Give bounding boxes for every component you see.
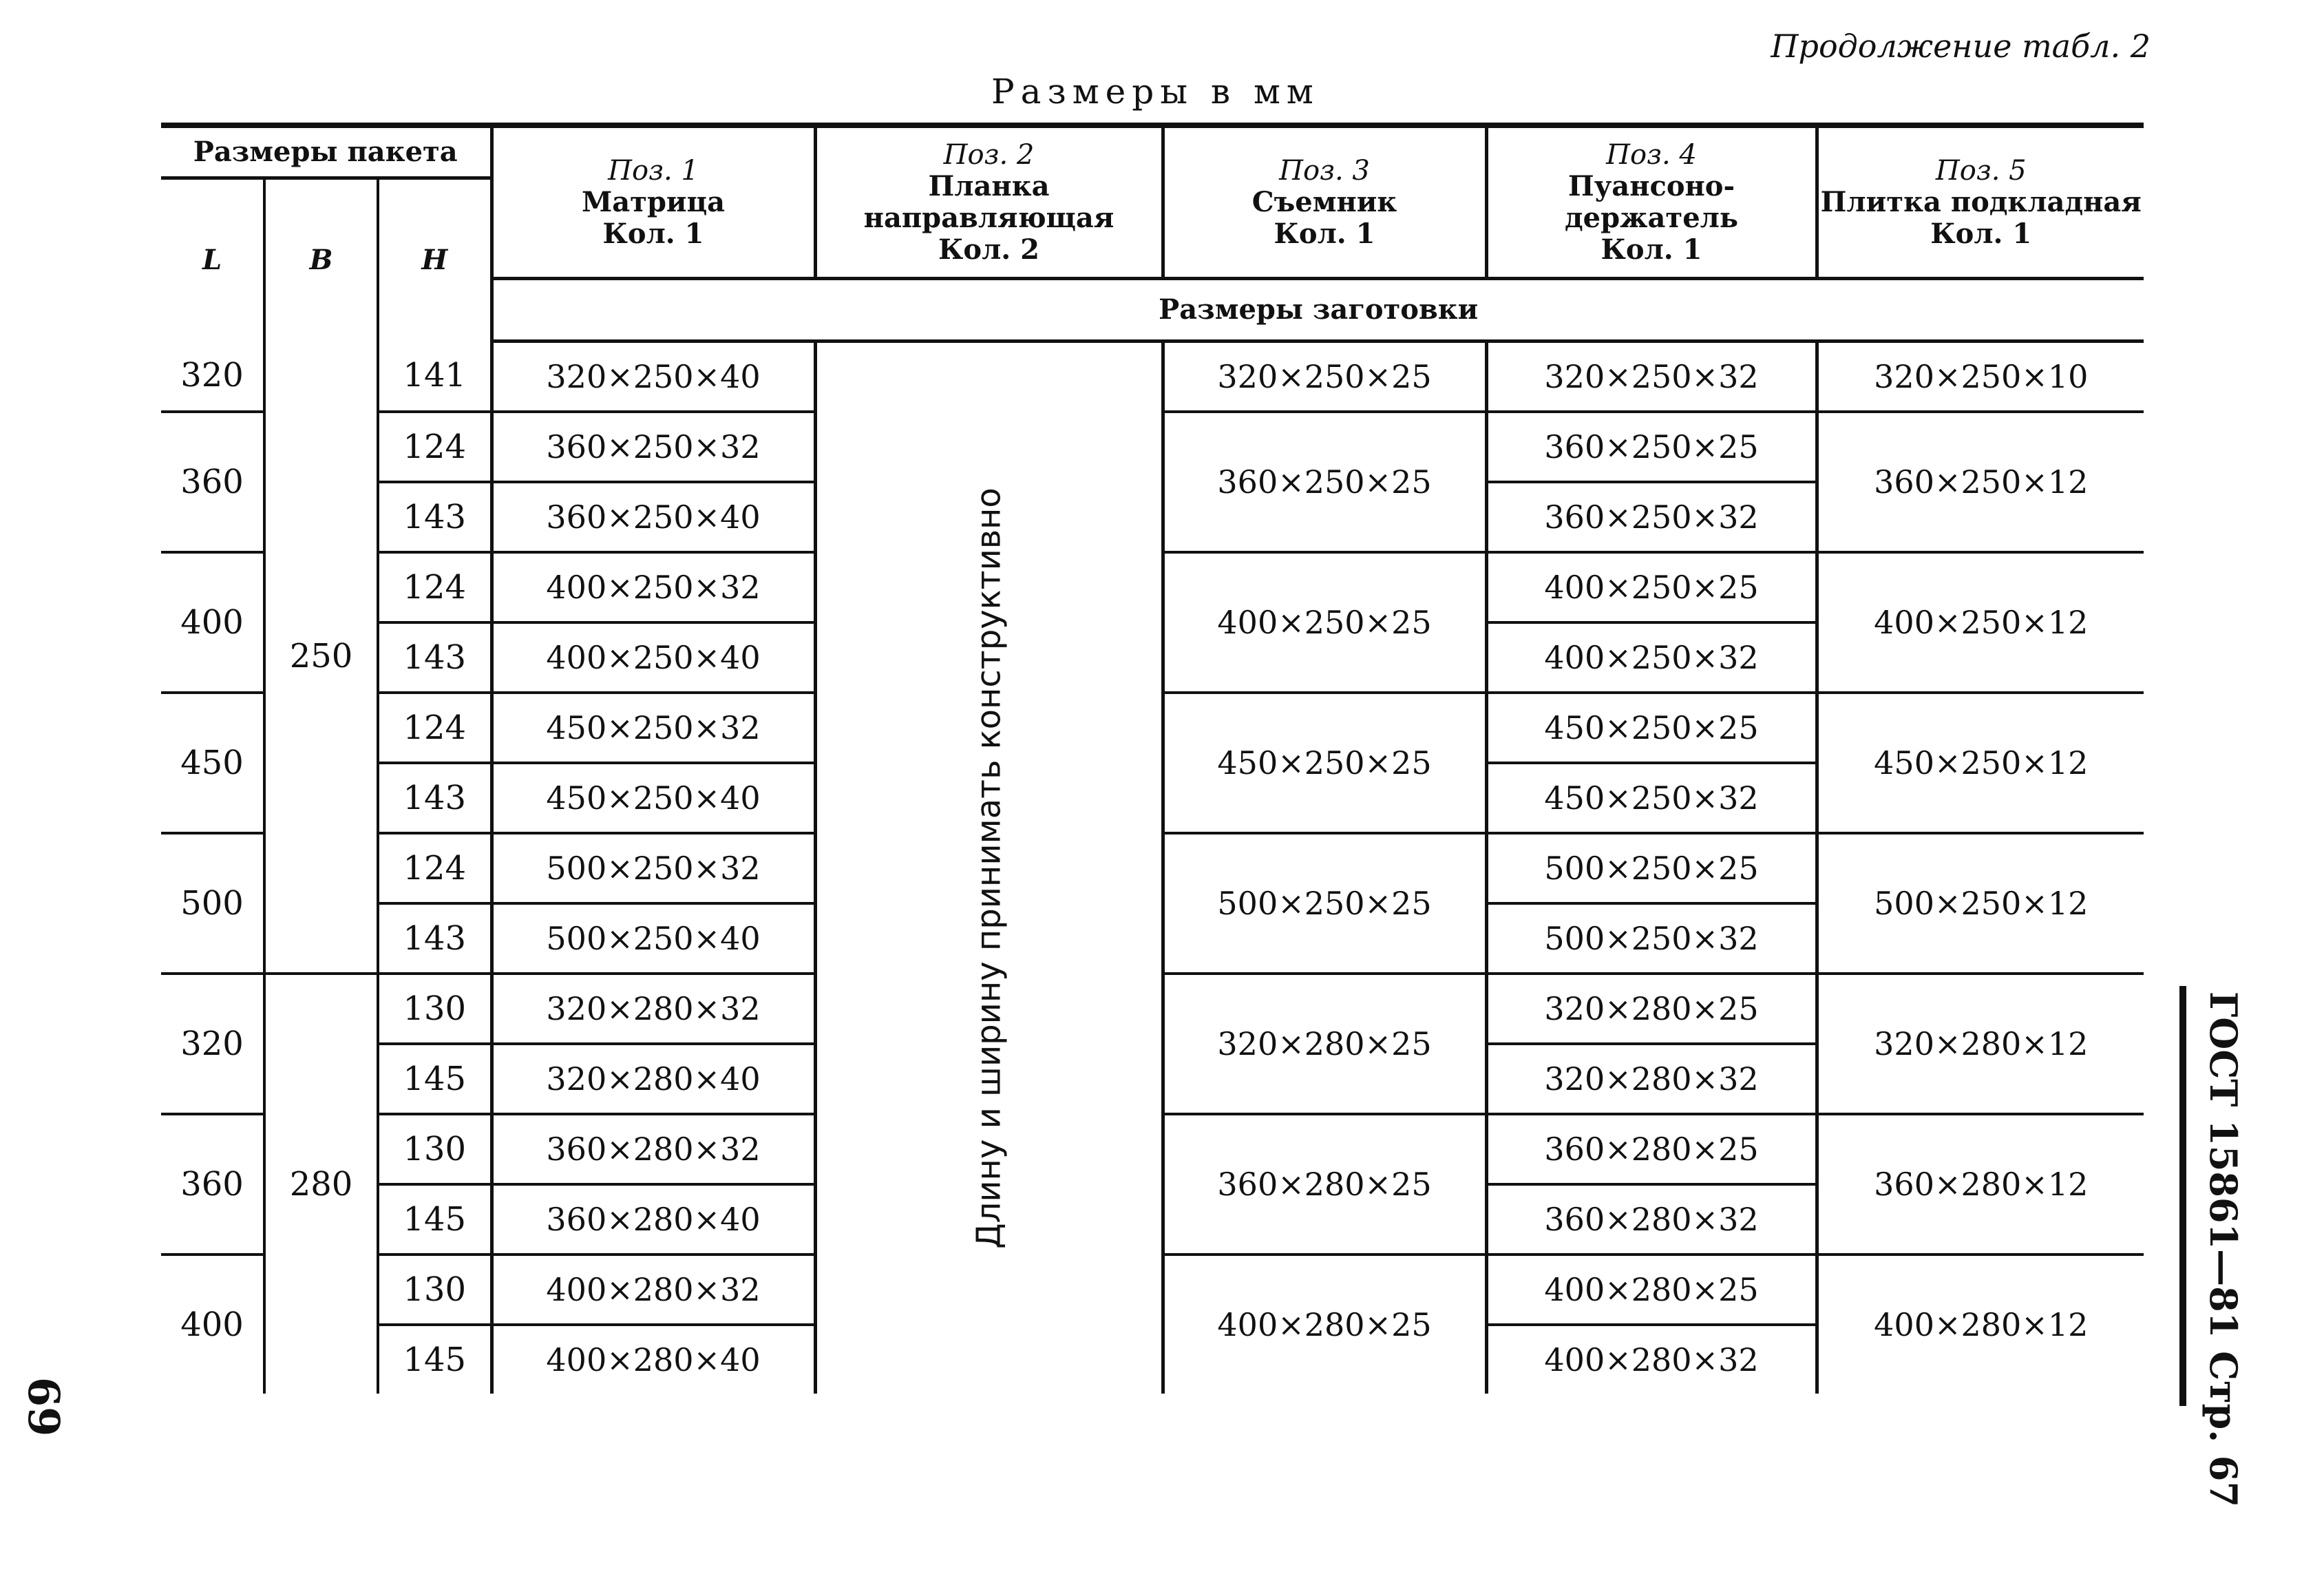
cell-pos1: 320×250×40 [492,341,815,412]
table-body [161,341,2144,1394]
cell-pos3: 500×250×25 [1163,833,1486,974]
cell-pos4: 400×280×25 [1486,1255,1817,1325]
package-header: Размеры пакета [161,125,492,178]
cell-pos5: 450×250×12 [1817,693,2144,833]
cell-pos1: 400×280×32 [492,1255,815,1325]
cell-H: 143 [378,622,492,693]
gost-designation: ГОСТ 15861—81 Стр. 67 [2201,991,2246,1508]
cell-L: 400 [180,1305,244,1344]
cell-L: 360 [161,1114,264,1255]
cell-L: 320 [161,974,264,1114]
cell-pos5: 360×280×12 [1817,1114,2144,1255]
cell-pos4: 320×280×25 [1486,974,1817,1044]
cell-pos1: 400×250×32 [492,552,815,622]
cell-pos4: 360×250×25 [1486,412,1817,482]
cell-H: 124 [378,833,492,903]
cell-pos5: 500×250×12 [1817,833,2144,974]
cell-pos1: 360×250×40 [492,482,815,552]
cell-pos4: 320×250×32 [1486,341,1817,412]
cell-pos5: 360×250×12 [1817,412,2144,552]
units-caption: Размеры в мм [991,72,1320,112]
pos4-number: Поз. 4 [1606,138,1697,171]
pos1-number: Поз. 1 [608,154,699,187]
col-B-header: B [264,178,378,342]
pos3-header [1163,125,1486,278]
cell-B: 250 [264,341,378,974]
cell-pos4: 400×250×25 [1486,552,1817,622]
cell-H: 124 [378,412,492,482]
cell-H: 145 [378,1184,492,1255]
cell-pos4: 500×250×25 [1486,833,1817,903]
pos5-qty: Кол. 1 [1930,217,2032,250]
cell-H: 145 [378,1044,492,1114]
cell-H: 143 [378,763,492,833]
cell-H: 143 [378,482,492,552]
cell-pos4: 400×250×32 [1486,622,1817,693]
cell-L: 320 [161,341,264,412]
cell-pos4: 320×280×32 [1486,1044,1817,1114]
cell-pos1: 400×250×40 [492,622,815,693]
pos4-header [1486,125,1817,278]
cell-H: 124 [378,693,492,763]
cell-pos3: 400×280×25 [1163,1255,1486,1394]
pos3-qty: Кол. 1 [1274,217,1375,250]
cell-pos3: 320×280×25 [1163,974,1486,1114]
cell-pos1: 500×250×32 [492,833,815,903]
cell-L: 400 [161,552,264,693]
pos2-number: Поз. 2 [943,138,1035,171]
cell-H: 145 [378,1325,492,1394]
cell-pos5: 400×280×12 [1817,1255,2144,1394]
pos2-qty: Кол. 2 [938,233,1039,266]
cell-pos1: 320×280×40 [492,1044,815,1114]
cell-pos1: 400×280×40 [492,1325,815,1394]
pos1-header [492,125,815,278]
cell-pos3: 450×250×25 [1163,693,1486,833]
cell-pos5: 400×250×12 [1817,552,2144,693]
cell-pos3: 400×250×25 [1163,552,1486,693]
pos1-qty: Кол. 1 [602,217,704,250]
cell-pos5: 320×280×12 [1817,974,2144,1114]
cell-pos1: 450×250×32 [492,693,815,763]
pos5-number: Поз. 5 [1935,154,2027,187]
pos2-name: Планка направляющая [863,169,1115,234]
cell-B: 280 [264,974,378,1394]
cell-pos4: 450×250×32 [1486,763,1817,833]
pos4-name: Пуансоно-держатель [1565,169,1738,234]
pos2-note-cell [815,341,1163,1394]
cell-H: 124 [378,552,492,622]
cell-pos4: 450×250×25 [1486,693,1817,763]
pos2-header [815,125,1163,278]
blank-sizes-header: Размеры заготовки [492,278,2144,341]
col-H-header: H [378,178,492,342]
cell-pos1: 360×280×32 [492,1114,815,1184]
cell-pos1: 500×250×40 [492,903,815,974]
cell-pos1: 360×280×40 [492,1184,815,1255]
cell-pos5: 320×250×10 [1817,341,2144,412]
cell-L: 360 [161,412,264,552]
gost-divider [2179,986,2186,1406]
pos1-name: Матрица [581,185,726,218]
page-number: 69 [19,1377,69,1437]
dimensions-table [161,123,2144,1394]
cell-pos4: 400×280×32 [1486,1325,1817,1394]
cell-H: 130 [378,1114,492,1184]
pos5-header [1817,125,2144,278]
pos2-note: Длину и ширину принимать конструктивно [969,487,1008,1249]
pos3-number: Поз. 3 [1279,154,1370,187]
cell-H: 130 [378,1255,492,1325]
cell-pos1: 450×250×40 [492,763,815,833]
cell-pos3: 360×280×25 [1163,1114,1486,1255]
col-L-header: L [202,244,222,276]
cell-L: 450 [161,693,264,833]
cell-pos4: 360×280×32 [1486,1184,1817,1255]
cell-pos4: 360×250×32 [1486,482,1817,552]
cell-L: 500 [161,833,264,974]
continuation-label: Продолжение табл. 2 [1771,28,2151,65]
cell-pos1: 320×280×32 [492,974,815,1044]
cell-H: 143 [378,903,492,974]
cell-pos3: 320×250×25 [1163,341,1486,412]
pos3-name: Съемник [1251,185,1397,218]
pos4-qty: Кол. 1 [1601,233,1702,266]
cell-pos1: 360×250×32 [492,412,815,482]
pos5-name: Плитка подкладная [1820,185,2142,218]
cell-pos3: 360×250×25 [1163,412,1486,552]
cell-pos4: 500×250×32 [1486,903,1817,974]
cell-H: 141 [378,341,492,412]
cell-pos4: 360×280×25 [1486,1114,1817,1184]
cell-H: 130 [378,974,492,1044]
